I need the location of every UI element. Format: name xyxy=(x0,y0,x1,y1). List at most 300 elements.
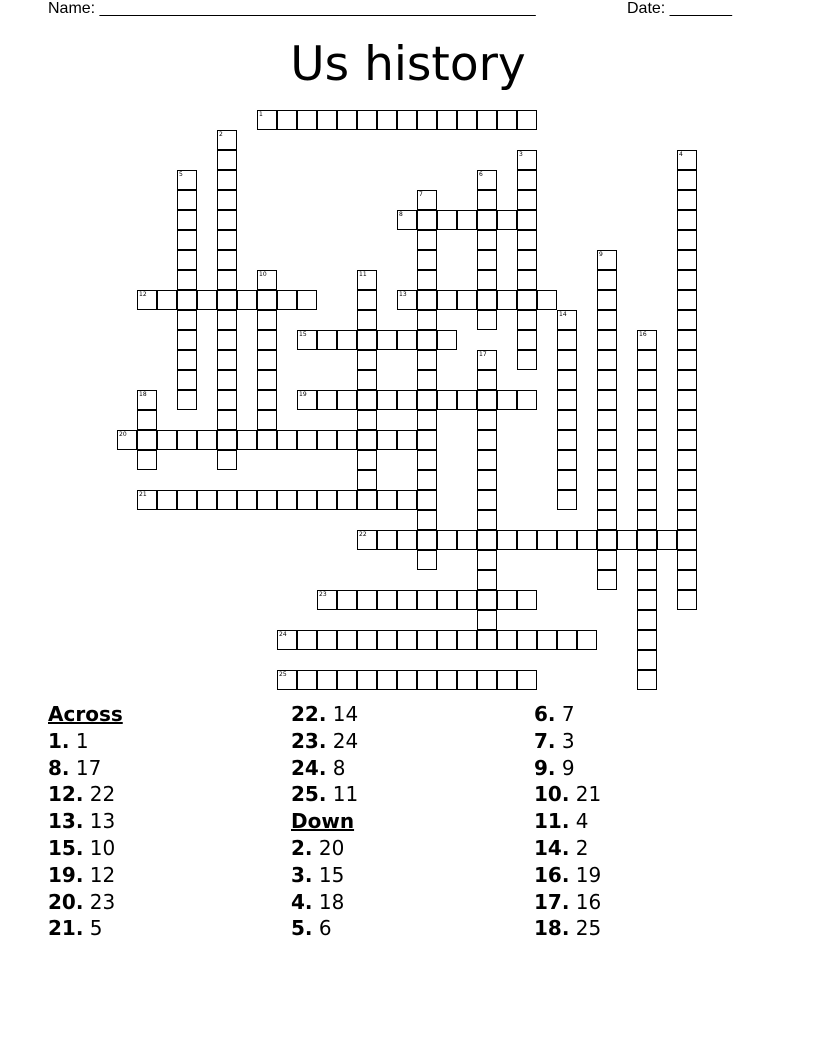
grid-cell[interactable] xyxy=(437,290,457,310)
grid-cell[interactable] xyxy=(177,370,197,390)
grid-cell[interactable] xyxy=(297,490,317,510)
grid-cell[interactable] xyxy=(217,270,237,290)
grid-cell[interactable] xyxy=(677,250,697,270)
grid-cell[interactable] xyxy=(517,390,537,410)
grid-cell[interactable] xyxy=(417,270,437,290)
grid-cell[interactable] xyxy=(417,310,437,330)
grid-cell[interactable] xyxy=(397,670,417,690)
grid-cell[interactable] xyxy=(557,410,577,430)
cell-number: 2 xyxy=(219,131,223,138)
grid-cell[interactable] xyxy=(597,270,617,290)
grid-cell[interactable] xyxy=(417,250,437,270)
grid-cell[interactable] xyxy=(457,670,477,690)
grid-cell[interactable] xyxy=(357,390,377,410)
grid-cell[interactable] xyxy=(517,670,537,690)
grid-cell[interactable] xyxy=(477,410,497,430)
grid-cell[interactable] xyxy=(597,530,617,550)
grid-cell[interactable] xyxy=(377,590,397,610)
grid-cell[interactable] xyxy=(217,250,237,270)
grid-cell[interactable] xyxy=(397,110,417,130)
grid-cell[interactable] xyxy=(317,490,337,510)
grid-cell[interactable] xyxy=(457,290,477,310)
grid-cell[interactable] xyxy=(517,150,537,170)
grid-cell[interactable] xyxy=(217,170,237,190)
clue-text: 3 xyxy=(555,728,575,753)
grid-cell[interactable] xyxy=(477,570,497,590)
grid-cell[interactable] xyxy=(677,410,697,430)
grid-cell[interactable] xyxy=(177,290,197,310)
grid-cell[interactable] xyxy=(257,410,277,430)
grid-cell[interactable] xyxy=(317,390,337,410)
grid-cell[interactable] xyxy=(157,430,177,450)
grid-cell[interactable] xyxy=(217,290,237,310)
grid-cell[interactable] xyxy=(397,290,417,310)
grid-cell[interactable] xyxy=(477,250,497,270)
grid-cell[interactable] xyxy=(597,430,617,450)
cell-number: 25 xyxy=(279,671,287,678)
grid-cell[interactable] xyxy=(417,670,437,690)
grid-cell[interactable] xyxy=(577,530,597,550)
grid-cell[interactable] xyxy=(517,230,537,250)
grid-cell[interactable] xyxy=(417,470,437,490)
grid-cell[interactable] xyxy=(217,490,237,510)
grid-cell[interactable] xyxy=(377,530,397,550)
grid-cell[interactable] xyxy=(397,390,417,410)
grid-cell[interactable] xyxy=(257,390,277,410)
grid-cell[interactable] xyxy=(557,350,577,370)
grid-cell[interactable] xyxy=(177,490,197,510)
clue-number: 22. xyxy=(291,702,327,726)
grid-cell[interactable] xyxy=(397,630,417,650)
grid-cell[interactable] xyxy=(417,190,437,210)
grid-cell[interactable] xyxy=(217,390,237,410)
grid-cell[interactable] xyxy=(677,490,697,510)
grid-cell[interactable] xyxy=(677,370,697,390)
grid-cell[interactable] xyxy=(357,330,377,350)
grid-cell[interactable] xyxy=(637,590,657,610)
grid-cell[interactable] xyxy=(417,110,437,130)
grid-cell[interactable] xyxy=(177,310,197,330)
grid-cell[interactable] xyxy=(517,270,537,290)
grid-cell[interactable] xyxy=(377,670,397,690)
grid-cell[interactable] xyxy=(417,550,437,570)
grid-cell[interactable] xyxy=(177,170,197,190)
grid-cell[interactable] xyxy=(517,250,537,270)
grid-cell[interactable] xyxy=(677,210,697,230)
clue-number: 2. xyxy=(291,835,313,860)
grid-cell[interactable] xyxy=(677,230,697,250)
grid-cell[interactable] xyxy=(257,430,277,450)
grid-cell[interactable] xyxy=(397,530,417,550)
grid-cell[interactable] xyxy=(537,530,557,550)
grid-cell[interactable] xyxy=(437,590,457,610)
grid-cell[interactable] xyxy=(417,530,437,550)
grid-cell[interactable] xyxy=(497,530,517,550)
grid-cell[interactable] xyxy=(517,590,537,610)
grid-cell[interactable] xyxy=(517,350,537,370)
grid-cell[interactable] xyxy=(637,370,657,390)
grid-cell[interactable] xyxy=(457,590,477,610)
grid-cell[interactable] xyxy=(357,470,377,490)
grid-cell[interactable] xyxy=(597,490,617,510)
grid-cell[interactable] xyxy=(637,510,657,530)
grid-cell[interactable] xyxy=(417,590,437,610)
grid-cell[interactable] xyxy=(557,430,577,450)
grid-cell[interactable] xyxy=(177,350,197,370)
grid-cell[interactable] xyxy=(637,470,657,490)
grid-cell[interactable] xyxy=(637,530,657,550)
grid-cell[interactable] xyxy=(677,590,697,610)
grid-cell[interactable] xyxy=(437,330,457,350)
grid-cell[interactable] xyxy=(677,510,697,530)
grid-cell[interactable] xyxy=(417,210,437,230)
grid-cell[interactable] xyxy=(217,370,237,390)
grid-cell[interactable] xyxy=(357,530,377,550)
grid-cell[interactable] xyxy=(357,290,377,310)
grid-cell[interactable] xyxy=(597,350,617,370)
grid-cell[interactable] xyxy=(277,110,297,130)
grid-cell[interactable] xyxy=(357,410,377,430)
grid-cell[interactable] xyxy=(597,470,617,490)
grid-cell[interactable] xyxy=(457,110,477,130)
grid-cell[interactable] xyxy=(417,330,437,350)
grid-cell[interactable] xyxy=(477,230,497,250)
grid-cell[interactable] xyxy=(237,430,257,450)
grid-cell[interactable] xyxy=(617,530,637,550)
grid-cell[interactable] xyxy=(257,330,277,350)
grid-cell[interactable] xyxy=(357,310,377,330)
grid-cell[interactable] xyxy=(177,230,197,250)
grid-cell[interactable] xyxy=(197,290,217,310)
grid-cell[interactable] xyxy=(357,590,377,610)
grid-cell[interactable] xyxy=(437,210,457,230)
grid-cell[interactable] xyxy=(357,270,377,290)
grid-cell[interactable] xyxy=(677,170,697,190)
grid-cell[interactable] xyxy=(177,210,197,230)
grid-cell[interactable] xyxy=(177,430,197,450)
grid-cell[interactable] xyxy=(357,350,377,370)
grid-cell[interactable] xyxy=(657,530,677,550)
grid-cell[interactable] xyxy=(477,370,497,390)
grid-cell[interactable] xyxy=(217,410,237,430)
grid-cell[interactable] xyxy=(377,330,397,350)
grid-cell[interactable] xyxy=(437,630,457,650)
grid-cell[interactable] xyxy=(277,490,297,510)
grid-cell[interactable] xyxy=(497,290,517,310)
grid-cell[interactable] xyxy=(517,330,537,350)
grid-cell[interactable] xyxy=(397,590,417,610)
grid-cell[interactable] xyxy=(377,630,397,650)
grid-cell[interactable] xyxy=(437,110,457,130)
grid-cell[interactable] xyxy=(557,630,577,650)
grid-cell[interactable] xyxy=(477,430,497,450)
grid-cell[interactable] xyxy=(477,470,497,490)
grid-cell[interactable] xyxy=(477,270,497,290)
grid-cell[interactable] xyxy=(337,670,357,690)
grid-cell[interactable] xyxy=(537,290,557,310)
grid-cell[interactable] xyxy=(377,490,397,510)
grid-cell[interactable] xyxy=(117,430,137,450)
grid-cell[interactable] xyxy=(317,430,337,450)
grid-cell[interactable] xyxy=(517,170,537,190)
grid-cell[interactable] xyxy=(477,530,497,550)
grid-cell[interactable] xyxy=(517,310,537,330)
grid-cell[interactable] xyxy=(477,490,497,510)
grid-cell[interactable] xyxy=(137,290,157,310)
grid-cell[interactable] xyxy=(277,430,297,450)
grid-cell[interactable] xyxy=(177,250,197,270)
grid-cell[interactable] xyxy=(477,590,497,610)
grid-cell[interactable] xyxy=(517,530,537,550)
grid-cell[interactable] xyxy=(297,330,317,350)
grid-cell[interactable] xyxy=(597,510,617,530)
grid-cell[interactable] xyxy=(357,430,377,450)
grid-cell[interactable] xyxy=(197,490,217,510)
grid-cell[interactable] xyxy=(377,390,397,410)
grid-cell[interactable] xyxy=(257,110,277,130)
grid-cell[interactable] xyxy=(477,350,497,370)
grid-cell[interactable] xyxy=(297,390,317,410)
grid-cell[interactable] xyxy=(337,590,357,610)
grid-cell[interactable] xyxy=(517,210,537,230)
grid-cell[interactable] xyxy=(597,550,617,570)
grid-cell[interactable] xyxy=(677,270,697,290)
grid-cell[interactable] xyxy=(477,170,497,190)
grid-cell[interactable] xyxy=(477,390,497,410)
grid-cell[interactable] xyxy=(417,290,437,310)
grid-cell[interactable] xyxy=(357,490,377,510)
grid-cell[interactable] xyxy=(677,330,697,350)
grid-cell[interactable] xyxy=(397,210,417,230)
grid-cell[interactable] xyxy=(177,190,197,210)
grid-cell[interactable] xyxy=(417,230,437,250)
grid-cell[interactable] xyxy=(137,450,157,470)
grid-cell[interactable] xyxy=(597,290,617,310)
grid-cell[interactable] xyxy=(677,470,697,490)
grid-cell[interactable] xyxy=(677,350,697,370)
grid-cell[interactable] xyxy=(417,430,437,450)
grid-cell[interactable] xyxy=(357,370,377,390)
grid-cell[interactable] xyxy=(297,630,317,650)
grid-cell[interactable] xyxy=(457,530,477,550)
grid-cell[interactable] xyxy=(237,290,257,310)
grid-cell[interactable] xyxy=(637,430,657,450)
grid-cell[interactable] xyxy=(597,370,617,390)
grid-cell[interactable] xyxy=(557,390,577,410)
grid-cell[interactable] xyxy=(557,490,577,510)
grid-cell[interactable] xyxy=(637,630,657,650)
grid-cell[interactable] xyxy=(637,490,657,510)
grid-cell[interactable] xyxy=(217,230,237,250)
grid-cell[interactable] xyxy=(637,610,657,630)
grid-cell[interactable] xyxy=(177,330,197,350)
grid-cell[interactable] xyxy=(637,450,657,470)
grid-cell[interactable] xyxy=(677,570,697,590)
grid-cell[interactable] xyxy=(377,430,397,450)
grid-cell[interactable] xyxy=(257,270,277,290)
grid-cell[interactable] xyxy=(137,410,157,430)
grid-cell[interactable] xyxy=(557,450,577,470)
grid-cell[interactable] xyxy=(357,450,377,470)
grid-cell[interactable] xyxy=(677,290,697,310)
grid-cell[interactable] xyxy=(637,670,657,690)
grid-cell[interactable] xyxy=(317,110,337,130)
grid-cell[interactable] xyxy=(297,110,317,130)
grid-cell[interactable] xyxy=(457,630,477,650)
grid-cell[interactable] xyxy=(557,530,577,550)
grid-cell[interactable] xyxy=(497,670,517,690)
grid-cell[interactable] xyxy=(357,110,377,130)
grid-cell[interactable] xyxy=(257,350,277,370)
grid-cell[interactable] xyxy=(317,670,337,690)
grid-cell[interactable] xyxy=(357,670,377,690)
grid-cell[interactable] xyxy=(497,390,517,410)
grid-cell[interactable] xyxy=(297,670,317,690)
grid-cell[interactable] xyxy=(277,670,297,690)
grid-cell[interactable] xyxy=(317,330,337,350)
grid-cell[interactable] xyxy=(337,430,357,450)
grid-cell[interactable] xyxy=(637,330,657,350)
grid-cell[interactable] xyxy=(557,310,577,330)
grid-cell[interactable] xyxy=(157,490,177,510)
grid-cell[interactable] xyxy=(397,330,417,350)
grid-cell[interactable] xyxy=(257,290,277,310)
grid-cell[interactable] xyxy=(477,110,497,130)
grid-cell[interactable] xyxy=(277,290,297,310)
grid-cell[interactable] xyxy=(417,370,437,390)
grid-cell[interactable] xyxy=(497,110,517,130)
grid-cell[interactable] xyxy=(397,490,417,510)
grid-cell[interactable] xyxy=(137,430,157,450)
grid-cell[interactable] xyxy=(637,410,657,430)
grid-cell[interactable] xyxy=(477,610,497,630)
grid-cell[interactable] xyxy=(317,630,337,650)
grid-cell[interactable] xyxy=(177,270,197,290)
grid-cell[interactable] xyxy=(257,310,277,330)
grid-cell[interactable] xyxy=(597,570,617,590)
grid-cell[interactable] xyxy=(477,310,497,330)
grid-cell[interactable] xyxy=(417,510,437,530)
grid-cell[interactable] xyxy=(537,630,557,650)
grid-cell[interactable] xyxy=(197,430,217,450)
grid-cell[interactable] xyxy=(677,430,697,450)
grid-cell[interactable] xyxy=(557,370,577,390)
grid-cell[interactable] xyxy=(357,630,377,650)
grid-cell[interactable] xyxy=(417,410,437,430)
grid-cell[interactable] xyxy=(217,130,237,150)
grid-cell[interactable] xyxy=(397,430,417,450)
grid-cell[interactable] xyxy=(577,630,597,650)
grid-cell[interactable] xyxy=(417,350,437,370)
grid-cell[interactable] xyxy=(137,390,157,410)
grid-cell[interactable] xyxy=(597,450,617,470)
grid-cell[interactable] xyxy=(437,390,457,410)
grid-cell[interactable] xyxy=(477,210,497,230)
grid-cell[interactable] xyxy=(217,450,237,470)
grid-cell[interactable] xyxy=(237,490,257,510)
grid-cell[interactable] xyxy=(477,450,497,470)
grid-cell[interactable] xyxy=(517,290,537,310)
grid-cell[interactable] xyxy=(257,370,277,390)
grid-cell[interactable] xyxy=(217,350,237,370)
grid-cell[interactable] xyxy=(437,670,457,690)
grid-cell[interactable] xyxy=(337,490,357,510)
grid-cell[interactable] xyxy=(417,390,437,410)
grid-cell[interactable] xyxy=(597,250,617,270)
grid-cell[interactable] xyxy=(517,110,537,130)
grid-cell[interactable] xyxy=(597,410,617,430)
grid-cell[interactable] xyxy=(477,670,497,690)
grid-cell[interactable] xyxy=(517,190,537,210)
grid-cell[interactable] xyxy=(337,330,357,350)
grid-cell[interactable] xyxy=(377,110,397,130)
grid-cell[interactable] xyxy=(477,190,497,210)
clue-column-1 xyxy=(48,701,123,942)
grid-cell[interactable] xyxy=(637,650,657,670)
grid-cell[interactable] xyxy=(597,330,617,350)
grid-cell[interactable] xyxy=(157,290,177,310)
grid-cell[interactable] xyxy=(217,310,237,330)
grid-cell[interactable] xyxy=(477,630,497,650)
grid-cell[interactable] xyxy=(217,150,237,170)
grid-cell[interactable] xyxy=(337,390,357,410)
grid-cell[interactable] xyxy=(137,490,157,510)
grid-cell[interactable] xyxy=(497,590,517,610)
grid-cell[interactable] xyxy=(557,330,577,350)
grid-cell[interactable] xyxy=(637,390,657,410)
grid-cell[interactable] xyxy=(517,630,537,650)
grid-cell[interactable] xyxy=(317,590,337,610)
grid-cell[interactable] xyxy=(677,390,697,410)
grid-cell[interactable] xyxy=(337,630,357,650)
grid-cell[interactable] xyxy=(637,550,657,570)
grid-cell[interactable] xyxy=(677,150,697,170)
grid-cell[interactable] xyxy=(297,430,317,450)
grid-cell[interactable] xyxy=(417,490,437,510)
grid-cell[interactable] xyxy=(217,330,237,350)
grid-cell[interactable] xyxy=(337,110,357,130)
grid-cell[interactable] xyxy=(477,510,497,530)
grid-cell[interactable] xyxy=(677,450,697,470)
grid-cell[interactable] xyxy=(177,390,197,410)
grid-cell[interactable] xyxy=(217,430,237,450)
grid-cell[interactable] xyxy=(217,210,237,230)
grid-cell[interactable] xyxy=(477,290,497,310)
puzzle-title: Us history xyxy=(290,37,526,92)
grid-cell[interactable] xyxy=(677,550,697,570)
grid-cell[interactable] xyxy=(557,470,577,490)
grid-cell[interactable] xyxy=(277,630,297,650)
grid-cell[interactable] xyxy=(637,350,657,370)
grid-cell[interactable] xyxy=(497,210,517,230)
grid-cell[interactable] xyxy=(457,390,477,410)
grid-cell[interactable] xyxy=(637,570,657,590)
grid-cell[interactable] xyxy=(597,310,617,330)
grid-cell[interactable] xyxy=(677,190,697,210)
grid-cell[interactable] xyxy=(417,630,437,650)
grid-cell[interactable] xyxy=(437,530,457,550)
grid-cell[interactable] xyxy=(297,290,317,310)
grid-cell[interactable] xyxy=(217,190,237,210)
grid-cell[interactable] xyxy=(597,390,617,410)
grid-cell[interactable] xyxy=(417,450,437,470)
grid-cell[interactable] xyxy=(457,210,477,230)
grid-cell[interactable] xyxy=(677,530,697,550)
grid-cell[interactable] xyxy=(677,310,697,330)
grid-cell[interactable] xyxy=(257,490,277,510)
grid-cell[interactable] xyxy=(497,630,517,650)
grid-cell[interactable] xyxy=(477,550,497,570)
